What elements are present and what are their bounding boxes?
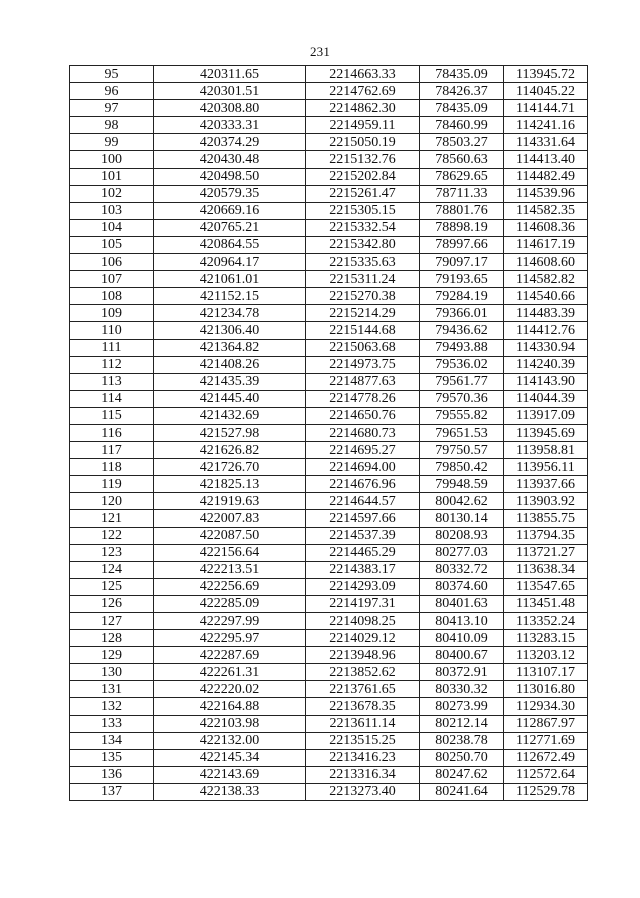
- coord-x-cell: 420765.21: [154, 219, 306, 236]
- table-row: [70, 715, 588, 732]
- coord-y-cell: 2215214.29: [306, 305, 420, 322]
- coord-x-cell: 421152.15: [154, 288, 306, 305]
- table-row: [70, 613, 588, 630]
- point-number-cell: 114: [70, 390, 154, 407]
- coord-y-cell: 2214694.00: [306, 459, 420, 476]
- local-y-cell: 113203.12: [504, 647, 588, 664]
- coord-y-cell: 2215063.68: [306, 339, 420, 356]
- local-y-cell: 113945.69: [504, 424, 588, 441]
- coord-y-cell: 2214537.39: [306, 527, 420, 544]
- coord-x-cell: 420430.48: [154, 151, 306, 168]
- local-y-cell: 113937.66: [504, 476, 588, 493]
- coord-y-cell: 2214680.73: [306, 424, 420, 441]
- table-row: [70, 698, 588, 715]
- coord-y-cell: 2213416.23: [306, 749, 420, 766]
- coord-y-cell: 2213948.96: [306, 647, 420, 664]
- table-row: [70, 151, 588, 168]
- coord-x-cell: 420864.55: [154, 236, 306, 253]
- local-y-cell: 113107.17: [504, 664, 588, 681]
- local-x-cell: 80130.14: [420, 510, 504, 527]
- coord-x-cell: 422295.97: [154, 630, 306, 647]
- coord-x-cell: 420669.16: [154, 202, 306, 219]
- point-number-cell: 104: [70, 219, 154, 236]
- coord-x-cell: 422138.33: [154, 783, 306, 800]
- local-x-cell: 78426.37: [420, 83, 504, 100]
- local-y-cell: 113283.15: [504, 630, 588, 647]
- point-number-cell: 112: [70, 356, 154, 373]
- coord-y-cell: 2215261.47: [306, 185, 420, 202]
- coord-y-cell: 2215050.19: [306, 134, 420, 151]
- local-x-cell: 78435.09: [420, 100, 504, 117]
- local-x-cell: 79651.53: [420, 424, 504, 441]
- point-number-cell: 100: [70, 151, 154, 168]
- local-y-cell: 114412.76: [504, 322, 588, 339]
- local-x-cell: 79193.65: [420, 271, 504, 288]
- point-number-cell: 113: [70, 373, 154, 390]
- point-number-cell: 127: [70, 613, 154, 630]
- table-row: [70, 185, 588, 202]
- local-y-cell: 114240.39: [504, 356, 588, 373]
- local-x-cell: 79366.01: [420, 305, 504, 322]
- point-number-cell: 124: [70, 561, 154, 578]
- point-number-cell: 111: [70, 339, 154, 356]
- point-number-cell: 110: [70, 322, 154, 339]
- table-row: [70, 527, 588, 544]
- coord-x-cell: 422256.69: [154, 578, 306, 595]
- table-row: [70, 134, 588, 151]
- local-x-cell: 78997.66: [420, 236, 504, 253]
- coord-x-cell: 421234.78: [154, 305, 306, 322]
- coord-x-cell: 421527.98: [154, 424, 306, 441]
- coord-y-cell: 2214597.66: [306, 510, 420, 527]
- point-number-cell: 115: [70, 407, 154, 424]
- table-row: [70, 578, 588, 595]
- point-number-cell: 123: [70, 544, 154, 561]
- local-y-cell: 114330.94: [504, 339, 588, 356]
- local-y-cell: 112572.64: [504, 766, 588, 783]
- table-row: [70, 630, 588, 647]
- coord-y-cell: 2215332.54: [306, 219, 420, 236]
- coord-x-cell: 422297.99: [154, 613, 306, 630]
- point-number-cell: 98: [70, 117, 154, 134]
- table-row: [70, 83, 588, 100]
- point-number-cell: 105: [70, 236, 154, 253]
- local-x-cell: 79436.62: [420, 322, 504, 339]
- coord-x-cell: 422087.50: [154, 527, 306, 544]
- table-row: [70, 271, 588, 288]
- table-row: [70, 595, 588, 612]
- local-y-cell: 114413.40: [504, 151, 588, 168]
- point-number-cell: 131: [70, 681, 154, 698]
- local-x-cell: 79493.88: [420, 339, 504, 356]
- coord-x-cell: 422132.00: [154, 732, 306, 749]
- coord-x-cell: 422261.31: [154, 664, 306, 681]
- point-number-cell: 107: [70, 271, 154, 288]
- coord-y-cell: 2215144.68: [306, 322, 420, 339]
- table-row: [70, 100, 588, 117]
- local-x-cell: 79097.17: [420, 254, 504, 271]
- coord-x-cell: 420333.31: [154, 117, 306, 134]
- local-y-cell: 114044.39: [504, 390, 588, 407]
- table-row: [70, 664, 588, 681]
- local-y-cell: 113352.24: [504, 613, 588, 630]
- local-y-cell: 113721.27: [504, 544, 588, 561]
- table-row: [70, 459, 588, 476]
- point-number-cell: 119: [70, 476, 154, 493]
- coord-x-cell: 420498.50: [154, 168, 306, 185]
- coord-x-cell: 421408.26: [154, 356, 306, 373]
- local-y-cell: 114143.90: [504, 373, 588, 390]
- local-x-cell: 80410.09: [420, 630, 504, 647]
- local-x-cell: 78629.65: [420, 168, 504, 185]
- coord-y-cell: 2214465.29: [306, 544, 420, 561]
- coord-y-cell: 2214644.57: [306, 493, 420, 510]
- table-row: [70, 493, 588, 510]
- coord-x-cell: 422285.09: [154, 595, 306, 612]
- coord-y-cell: 2214973.75: [306, 356, 420, 373]
- local-y-cell: 113855.75: [504, 510, 588, 527]
- coord-y-cell: 2214029.12: [306, 630, 420, 647]
- coordinate-table-body: [70, 66, 588, 801]
- local-y-cell: 113794.35: [504, 527, 588, 544]
- coord-x-cell: 421435.39: [154, 373, 306, 390]
- local-y-cell: 114144.71: [504, 100, 588, 117]
- coord-x-cell: 421919.63: [154, 493, 306, 510]
- table-row: [70, 561, 588, 578]
- coord-y-cell: 2213316.34: [306, 766, 420, 783]
- local-x-cell: 78560.63: [420, 151, 504, 168]
- table-row: [70, 544, 588, 561]
- table-row: [70, 766, 588, 783]
- point-number-cell: 101: [70, 168, 154, 185]
- local-y-cell: 113451.48: [504, 595, 588, 612]
- coord-y-cell: 2215311.24: [306, 271, 420, 288]
- coord-y-cell: 2214959.11: [306, 117, 420, 134]
- point-number-cell: 121: [70, 510, 154, 527]
- table-row: [70, 424, 588, 441]
- local-x-cell: 80374.60: [420, 578, 504, 595]
- table-row: [70, 749, 588, 766]
- local-y-cell: 113903.92: [504, 493, 588, 510]
- point-number-cell: 135: [70, 749, 154, 766]
- point-number-cell: 118: [70, 459, 154, 476]
- local-x-cell: 80250.70: [420, 749, 504, 766]
- point-number-cell: 137: [70, 783, 154, 800]
- coord-y-cell: 2213273.40: [306, 783, 420, 800]
- local-x-cell: 80332.72: [420, 561, 504, 578]
- local-y-cell: 114608.36: [504, 219, 588, 236]
- local-x-cell: 80247.62: [420, 766, 504, 783]
- point-number-cell: 125: [70, 578, 154, 595]
- local-y-cell: 112934.30: [504, 698, 588, 715]
- local-y-cell: 114608.60: [504, 254, 588, 271]
- table-row: [70, 510, 588, 527]
- point-number-cell: 99: [70, 134, 154, 151]
- point-number-cell: 136: [70, 766, 154, 783]
- point-number-cell: 97: [70, 100, 154, 117]
- local-x-cell: 78435.09: [420, 66, 504, 83]
- coord-x-cell: 422143.69: [154, 766, 306, 783]
- local-y-cell: 114539.96: [504, 185, 588, 202]
- local-x-cell: 78460.99: [420, 117, 504, 134]
- local-y-cell: 112529.78: [504, 783, 588, 800]
- table-row: [70, 339, 588, 356]
- local-x-cell: 79750.57: [420, 442, 504, 459]
- table-row: [70, 783, 588, 800]
- table-row: [70, 202, 588, 219]
- point-number-cell: 130: [70, 664, 154, 681]
- table-row: [70, 356, 588, 373]
- local-x-cell: 80413.10: [420, 613, 504, 630]
- local-y-cell: 114331.64: [504, 134, 588, 151]
- table-row: [70, 66, 588, 83]
- local-y-cell: 114045.22: [504, 83, 588, 100]
- point-number-cell: 102: [70, 185, 154, 202]
- coord-y-cell: 2215132.76: [306, 151, 420, 168]
- local-y-cell: 113016.80: [504, 681, 588, 698]
- local-x-cell: 80400.67: [420, 647, 504, 664]
- coord-x-cell: 421061.01: [154, 271, 306, 288]
- local-x-cell: 79555.82: [420, 407, 504, 424]
- coordinate-table: [69, 65, 588, 801]
- point-number-cell: 133: [70, 715, 154, 732]
- point-number-cell: 120: [70, 493, 154, 510]
- coord-y-cell: 2214778.26: [306, 390, 420, 407]
- coord-y-cell: 2214663.33: [306, 66, 420, 83]
- coord-y-cell: 2214098.25: [306, 613, 420, 630]
- point-number-cell: 96: [70, 83, 154, 100]
- table-row: [70, 254, 588, 271]
- local-x-cell: 78898.19: [420, 219, 504, 236]
- coord-x-cell: 422164.88: [154, 698, 306, 715]
- table-row: [70, 236, 588, 253]
- coord-y-cell: 2215335.63: [306, 254, 420, 271]
- local-x-cell: 80273.99: [420, 698, 504, 715]
- local-y-cell: 112771.69: [504, 732, 588, 749]
- local-x-cell: 80277.03: [420, 544, 504, 561]
- coord-x-cell: 421825.13: [154, 476, 306, 493]
- coord-x-cell: 422156.64: [154, 544, 306, 561]
- point-number-cell: 132: [70, 698, 154, 715]
- coord-y-cell: 2214293.09: [306, 578, 420, 595]
- table-row: [70, 322, 588, 339]
- table-row: [70, 407, 588, 424]
- local-y-cell: 114582.35: [504, 202, 588, 219]
- local-x-cell: 79948.59: [420, 476, 504, 493]
- table-row: [70, 681, 588, 698]
- local-y-cell: 114617.19: [504, 236, 588, 253]
- point-number-cell: 126: [70, 595, 154, 612]
- point-number-cell: 116: [70, 424, 154, 441]
- coord-y-cell: 2214383.17: [306, 561, 420, 578]
- coord-y-cell: 2214877.63: [306, 373, 420, 390]
- local-x-cell: 79284.19: [420, 288, 504, 305]
- point-number-cell: 122: [70, 527, 154, 544]
- local-y-cell: 114482.49: [504, 168, 588, 185]
- point-number-cell: 134: [70, 732, 154, 749]
- table-row: [70, 168, 588, 185]
- coord-y-cell: 2215270.38: [306, 288, 420, 305]
- table-row: [70, 373, 588, 390]
- coord-x-cell: 422287.69: [154, 647, 306, 664]
- coord-y-cell: 2213852.62: [306, 664, 420, 681]
- coord-y-cell: 2215305.15: [306, 202, 420, 219]
- local-x-cell: 78503.27: [420, 134, 504, 151]
- local-x-cell: 78711.33: [420, 185, 504, 202]
- coord-x-cell: 421445.40: [154, 390, 306, 407]
- coord-x-cell: 420964.17: [154, 254, 306, 271]
- local-y-cell: 114582.82: [504, 271, 588, 288]
- coord-y-cell: 2213515.25: [306, 732, 420, 749]
- coord-y-cell: 2215202.84: [306, 168, 420, 185]
- table-row: [70, 305, 588, 322]
- coord-y-cell: 2214862.30: [306, 100, 420, 117]
- coord-x-cell: 421626.82: [154, 442, 306, 459]
- local-y-cell: 113917.09: [504, 407, 588, 424]
- coord-x-cell: 420579.35: [154, 185, 306, 202]
- local-y-cell: 113547.65: [504, 578, 588, 595]
- coord-x-cell: 420374.29: [154, 134, 306, 151]
- coord-y-cell: 2214676.96: [306, 476, 420, 493]
- coord-y-cell: 2213611.14: [306, 715, 420, 732]
- local-x-cell: 80330.32: [420, 681, 504, 698]
- coord-x-cell: 420301.51: [154, 83, 306, 100]
- coord-y-cell: 2213761.65: [306, 681, 420, 698]
- table-row: [70, 476, 588, 493]
- local-y-cell: 113638.34: [504, 561, 588, 578]
- table-row: [70, 288, 588, 305]
- table-row: [70, 390, 588, 407]
- local-y-cell: 112672.49: [504, 749, 588, 766]
- local-y-cell: 114483.39: [504, 305, 588, 322]
- page-number: 231: [309, 44, 331, 59]
- local-y-cell: 114241.16: [504, 117, 588, 134]
- point-number-cell: 108: [70, 288, 154, 305]
- coord-x-cell: 420311.65: [154, 66, 306, 83]
- local-x-cell: 79561.77: [420, 373, 504, 390]
- coord-y-cell: 2214650.76: [306, 407, 420, 424]
- table-row: [70, 219, 588, 236]
- local-x-cell: 79850.42: [420, 459, 504, 476]
- local-y-cell: 113945.72: [504, 66, 588, 83]
- local-x-cell: 80208.93: [420, 527, 504, 544]
- local-x-cell: 79570.36: [420, 390, 504, 407]
- local-x-cell: 80212.14: [420, 715, 504, 732]
- coord-x-cell: 422220.02: [154, 681, 306, 698]
- local-x-cell: 79536.02: [420, 356, 504, 373]
- coord-x-cell: 421306.40: [154, 322, 306, 339]
- point-number-cell: 106: [70, 254, 154, 271]
- point-number-cell: 103: [70, 202, 154, 219]
- table-row: [70, 647, 588, 664]
- coord-x-cell: 422103.98: [154, 715, 306, 732]
- coord-y-cell: 2214762.69: [306, 83, 420, 100]
- local-y-cell: 114540.66: [504, 288, 588, 305]
- coord-x-cell: 422213.51: [154, 561, 306, 578]
- local-x-cell: 80372.91: [420, 664, 504, 681]
- local-x-cell: 80241.64: [420, 783, 504, 800]
- local-x-cell: 78801.76: [420, 202, 504, 219]
- coord-x-cell: 421726.70: [154, 459, 306, 476]
- point-number-cell: 128: [70, 630, 154, 647]
- table-row: [70, 732, 588, 749]
- table-row: [70, 117, 588, 134]
- coord-y-cell: 2213678.35: [306, 698, 420, 715]
- coord-x-cell: 420308.80: [154, 100, 306, 117]
- point-number-cell: 117: [70, 442, 154, 459]
- local-x-cell: 80238.78: [420, 732, 504, 749]
- local-y-cell: 113956.11: [504, 459, 588, 476]
- coord-x-cell: 421364.82: [154, 339, 306, 356]
- point-number-cell: 95: [70, 66, 154, 83]
- table-row: [70, 442, 588, 459]
- coord-x-cell: 422145.34: [154, 749, 306, 766]
- coord-x-cell: 422007.83: [154, 510, 306, 527]
- coord-y-cell: 2215342.80: [306, 236, 420, 253]
- point-number-cell: 109: [70, 305, 154, 322]
- coord-x-cell: 421432.69: [154, 407, 306, 424]
- local-y-cell: 112867.97: [504, 715, 588, 732]
- point-number-cell: 129: [70, 647, 154, 664]
- coord-y-cell: 2214197.31: [306, 595, 420, 612]
- local-y-cell: 113958.81: [504, 442, 588, 459]
- local-x-cell: 80042.62: [420, 493, 504, 510]
- coord-y-cell: 2214695.27: [306, 442, 420, 459]
- local-x-cell: 80401.63: [420, 595, 504, 612]
